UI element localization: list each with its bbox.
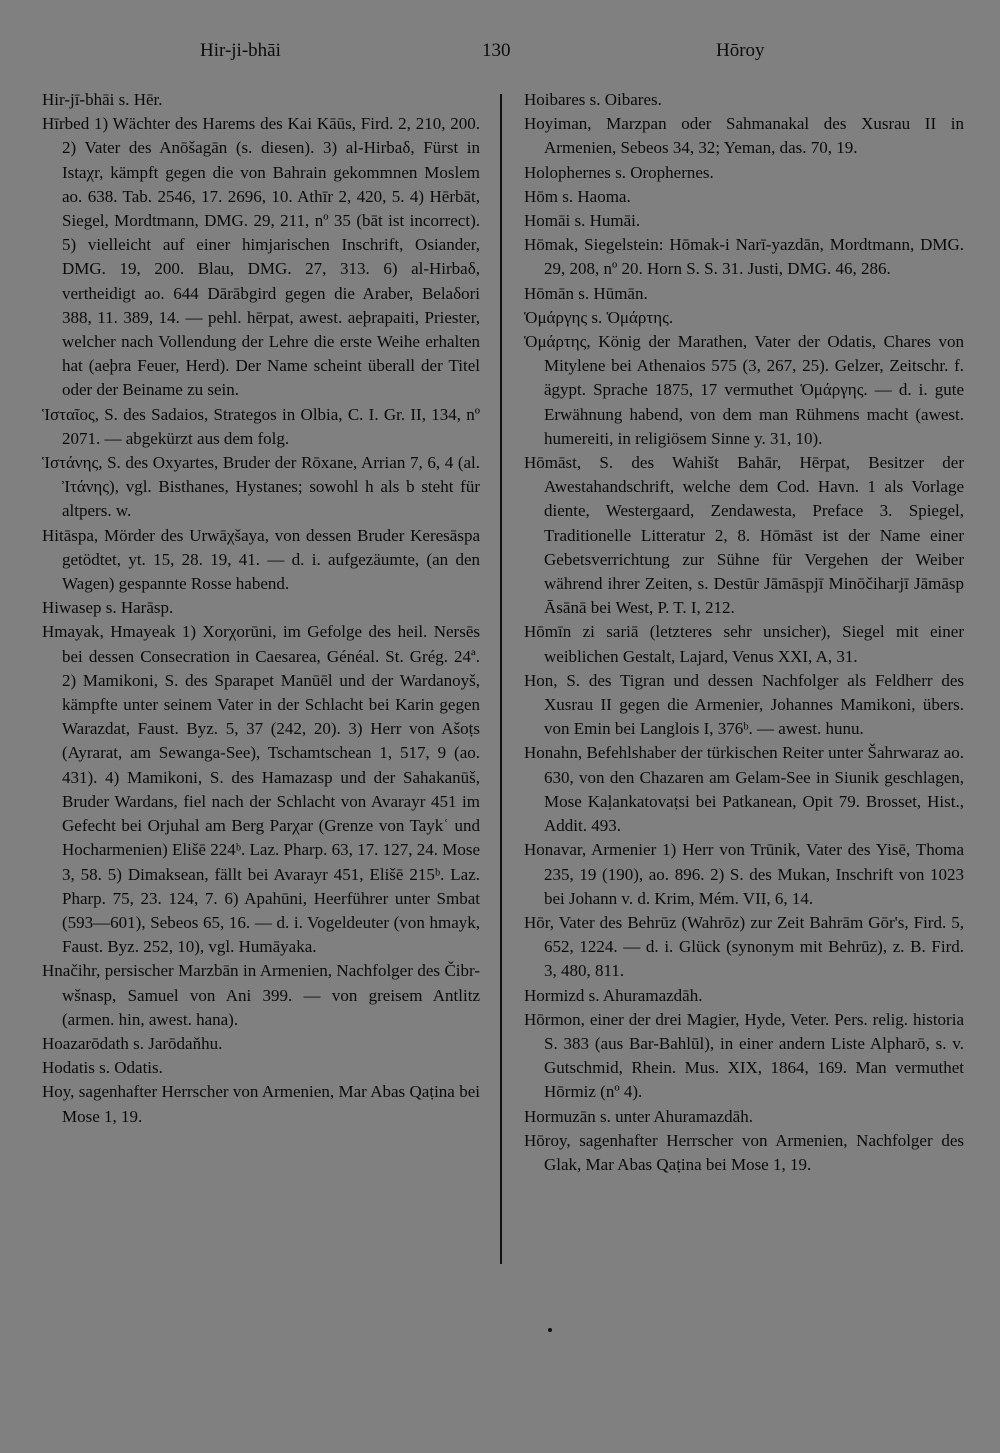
entry: Ἱσταῖος, S. des Sadaios, Strategos in Olbia, C. I. Gr. II, 134, nº 2071. — abgekürzt aus dem folg. <box>42 404 480 448</box>
entry: Hormuzān s. unter Ahuramazdāh. <box>524 1106 753 1126</box>
entry: Homāi s. Humāi. <box>524 211 641 231</box>
column-divider <box>500 94 502 1264</box>
entry: Hoy, sagenhafter Herrscher von Armenien, Mar Abas Qaṭina bei Mose 1, 19. <box>42 1082 480 1126</box>
entry: Ὁμάρτης, König der Marathen, Vater der Odatis, Chares von Mitylene bei Athenaios 575 (3, 267, 25). Gelzer, Zeitschr. f. ägypt. Sprache 1875, 17 vermuthet Ὁμάργης. — d. i. gute Erwähnung habend, von dem man Rühmens macht (awest. humereiti, in religiösem Sinne y. 31, 10). <box>524 332 964 448</box>
running-head-left: Hir-ji-bhāi <box>200 40 281 61</box>
entry: Hīrbed 1) Wächter des Harems des Kai Kāūs, Fird. 2, 210, 200. 2) Vater des Anōšagān (s. diesen). 3) al-Hirbaδ, Fürst in Istaχr, kämpft gegen die von Bahrain gekommnen Moslem ao. 638. Tab. 2546, 17. 2696, 10. Athīr 2, 420, 5. 4) Hērbāt, Siegel, Mordtmann, DMG. 29, 211, nº 35 (bāt ist incorrect). 5) vielleicht auf einer himjarischen Inschrift, Osiander, DMG. 19, 200. Blau, DMG. 27, 313. 6) al-Hirbaδ, vertheidigt ao. 644 Dārābgird gegen die Araber, Belaδori 388, 11. 389, 14. — pehl. hērpat, awest. aeþrapaiti, Priester, welcher nach Vollendung der Lehre die erste Weihe erhalten hat (aeþra Feuer, Herd). Der Name scheint überall der Titel oder der Beiname zu sein. <box>42 114 480 400</box>
entry: Hmayak, Hmayeak 1) Xorχorūni, im Gefolge des heil. Nersēs bei dessen Consecration in Caesarea, Généal. St. Grég. 24ª. 2) Mamikoni, S. des Sparapet Manūēl und der Wardanoyš, kämpfte unter seinem Vater in der Schlacht bei Karin gegen Warazdat, Faust. Byz. 5, 37 (242, 20). 3) Herr von Ašoṭs (Ayrarat, am Sewanga-See), Tschamtschean 1, 517, 9 (ao. 431). 4) Mamikoni, S. des Hamazasp und der Sahakanūš, Bruder Wardans, fiel nach der Schlacht von Avarayr 451 im Gefecht bei Orjuhal am Berg Parχar (Grenze von Taykʿ und Hocharmenien) Elišē 224ᵇ. Laz. Pharp. 63, 17. 127, 24. Mose 3, 58. 5) Dimaksean, fällt bei Avarayr 451, Elišē 215ᵇ. Laz. Pharp. 75, 23. 124, 7. 6) Apahūni, Heerführer unter Smbat (593—601), Sebeos 65, 16. — d. i. Vogeldeuter (von hmayk, Faust. Byz. 252, 10), vgl. Humāyaka. <box>42 622 480 957</box>
running-head-right: Hōroy <box>716 40 765 61</box>
right-column <box>524 88 964 1177</box>
entry: Hōmīn zi sariā (letzteres sehr unsicher), Siegel mit einer weiblichen Gestalt, Lajard, Venus XXI, A, 31. <box>524 622 964 666</box>
entry: Hōmak, Siegelstein: Hōmak-i Narī-yazdān, Mordtmann, DMG. 29, 208, nº 20. Horn S. S. 31. Justi, DMG. 46, 286. <box>524 235 964 279</box>
entry: Hormizd s. Ahuramazdāh. <box>524 985 703 1005</box>
entry: Hoyiman, Marzpan oder Sahmanakal des Xusrau II in Armenien, Sebeos 34, 32; Yeman, das. 70, 19. <box>524 114 964 158</box>
entry: Hiwasep s. Harāsp. <box>42 598 174 618</box>
entry: Ὁμάργης s. Ὁμάρτης. <box>524 307 674 327</box>
entry: Hoazarōdath s. Jarōdaňhu. <box>42 1033 223 1053</box>
entry: Hōroy, sagenhafter Herrscher von Armenien, Nachfolger des Glak, Mar Abas Qaṭina bei Mose 1, 19. <box>524 1130 964 1174</box>
entry: Honahn, Befehlshaber der türkischen Reiter unter Šahrwaraz ao. 630, von den Chazaren am Gelam-See in Siunik geschlagen, Mose Kaḷankatovaṭsi bei Patkanean, Opit 79. Brosset, Hist., Addit. 493. <box>524 743 964 836</box>
page-number: 130 <box>482 40 511 61</box>
stray-mark <box>548 1328 552 1332</box>
page-header <box>0 40 1000 70</box>
entry: Hir-jī-bhāi s. Hēr. <box>42 90 163 109</box>
entry: Honavar, Armenier 1) Herr von Trūnik, Vater des Yisē, Thoma 235, 19 (190), ao. 896. 2) S. des Mukan, Inschrift von 1023 bei Johann v. d. Krim, Mém. VII, 6, 14. <box>524 840 964 908</box>
entry: Hōm s. Haoma. <box>524 186 631 206</box>
entry: Hoibares s. Oibares. <box>524 90 662 109</box>
entry: Ἱστάνης, S. des Oxyartes, Bruder der Rōxane, Arrian 7, 6, 4 (al. Ἰτάνης), vgl. Bisthanes, Hystanes; sowohl h als b steht für altpers. w. <box>42 453 480 521</box>
entry: Hitāspa, Mörder des Urwāχšaya, von dessen Bruder Keresāspa getödtet, yt. 15, 28. 19, 41. — d. i. aufgezäumte, (an den Wagen) gespannte Rosse habend. <box>42 525 480 594</box>
entry: Hōr, Vater des Behrūz (Wahrōz) zur Zeit Bahrām Gōr's, Fird. 5, 652, 1224. — d. i. Glück (synonym mit Behrūz), z. B. Fird. 3, 480, 811. <box>524 912 964 981</box>
entry: Hōmān s. Hūmān. <box>524 283 648 303</box>
left-column <box>42 88 480 1129</box>
entry: Hodatis s. Odatis. <box>42 1058 163 1078</box>
entry: Hōrmon, einer der drei Magier, Hyde, Veter. Pers. relig. historia S. 383 (aus Bar-Bahlūl), in einer andern Liste Alpharō, s. v. Gutschmid, Rhein. Mus. XIX, 1864, 169. Man vermuthet Hōrmiz (nº 4). <box>524 1009 964 1102</box>
entry: Hōmāst, S. des Wahišt Bahār, Hērpat, Besitzer der Awestahandschrift, welche dem Cod. Havn. 1 als Vorlage diente, Westergaard, Zendawesta, Preface 3. Spiegel, Traditionelle Litteratur 2, 8. Hōmāst ist der Name einer Gebetsverrichtung zur Sühne für Vergehen der Weiber während ihrer Zeiten, s. Destūr Jāmāspjī Minōčiharjī Jāmāsp Āsānā bei West, P. T. I, 212. <box>524 453 964 618</box>
entry: Hon, S. des Tigran und dessen Nachfolger als Feldherr des Xusrau II gegen die Armenier, Johannes Mamikoni, übers. von Emin bei Langlois I, 376ᵇ. — awest. hunu. <box>524 670 964 739</box>
entry: Holophernes s. Orophernes. <box>524 162 714 182</box>
entry: Hnačihr, persischer Marzbān in Armenien, Nachfolger des Čibr-wšnasp, Samuel von Ani 399. — von greisem Antlitz (armen. hin, awest. hana). <box>42 961 480 1029</box>
